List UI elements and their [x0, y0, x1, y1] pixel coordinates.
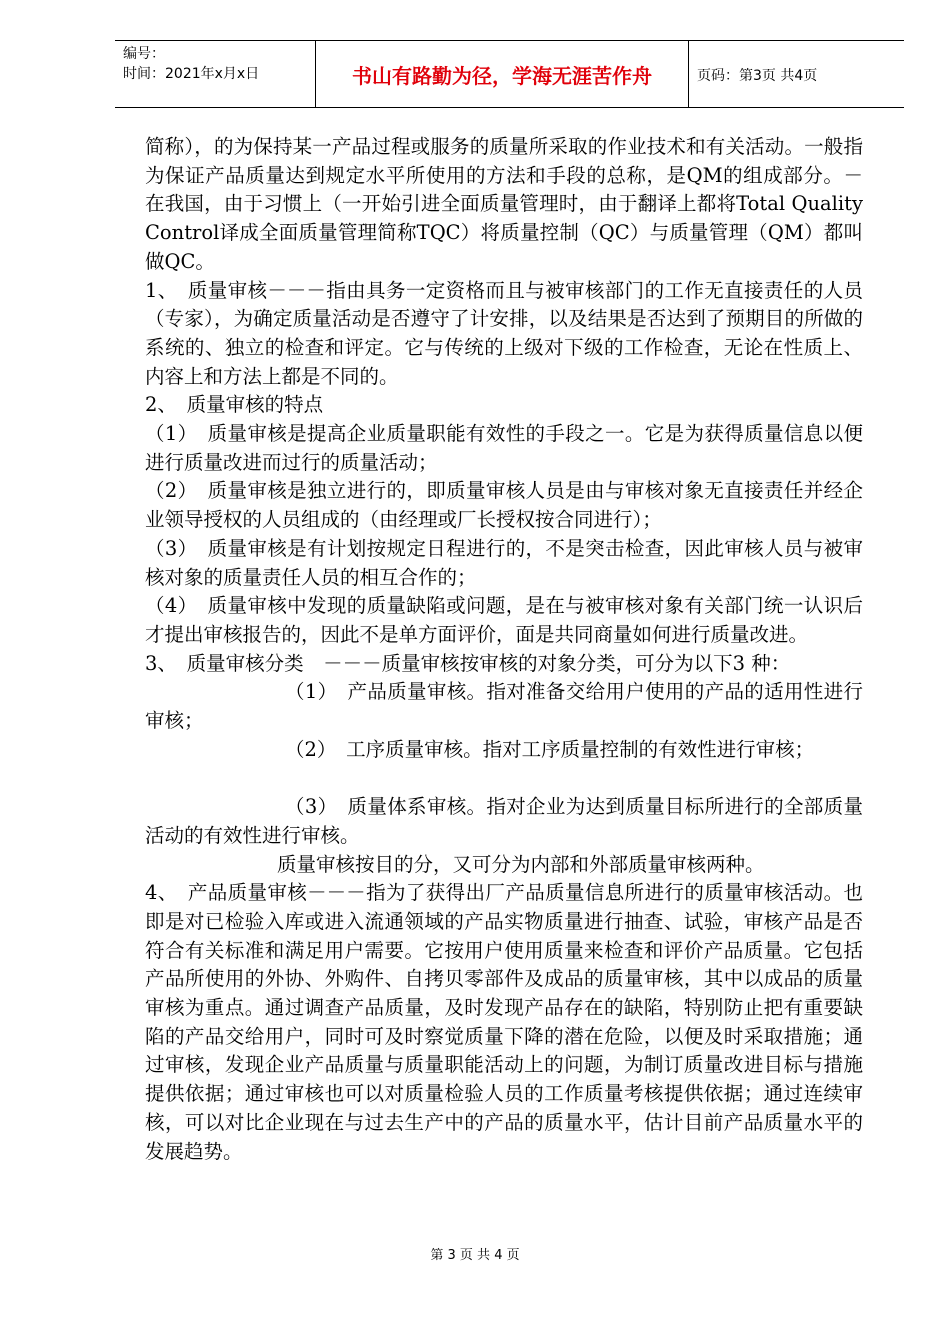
list-item: （1） 产品质量审核。指对准备交给用户使用的产品的适用性进行审核； [145, 680, 863, 733]
list-item: （3） 质量审核是有计划按规定日程进行的，不是突击检查，因此审核人员与被审核对象的质量责任人员的相互合作的； [145, 536, 863, 589]
header-meta [123, 44, 259, 84]
paragraph: 简称），的为保持某一产品过程或服务的质量所采取的作业技术和有关活动。一般指为保证产品质量达到规定水平所使用的方法和手段的总称，是QM的组成部分。－在我国，由于习惯上（一开始引进全面质量管理时，由于翻译上都将Total Quality Control译成全面质量管理简称TQC）将质量控制（QC）与质量管理（QM）都叫做QC。 [145, 135, 863, 273]
section-heading: 2、 质量审核的特点 [145, 393, 324, 417]
paragraph: 3、 质量审核分类 －－－质量审核按审核的对象分类，可分为以下3 种： [145, 651, 791, 675]
list-item: （4） 质量审核中发现的质量缺陷或问题，是在与被审核对象有关部门统一认识后才提出审核报告的，因此不是单方面评价，面是共同商量如何进行质量改进。 [145, 594, 863, 646]
paragraph: 4、 产品质量审核－－－指为了获得出厂产品质量信息所进行的质量审核活动。也即是对已检验入库或进入流通领域的产品实物质量进行抽查、试验，审核产品是否符合有关标准和满足用户需要。它按用户使用质量来检查和评价产品质量。它包括产品所使用的外协、外购件、自拷贝零部件及成品的质量审核，其中以成品的质量审核为重点。通过调查产品质量，及时发现产品存在的缺陷，特别防止把有重要缺陷的产品交给用户，同时可及时察觉质量下降的潜在危险，以便及时采取措施；通过审核，发现企业产品质量与质量职能活动上的问题，为制订质量改进目标与措施提供依据；通过审核也可以对质量检验人员的工作质量考核提供依据；通过连续审核，可以对比企业现在与过去生产中的产品的质量水平，估计目前产品质量水平的发展趋势。 [145, 881, 863, 1163]
header-divider [688, 41, 689, 107]
page-header [115, 40, 904, 108]
list-item: （3） 质量体系审核。指对企业为达到质量目标所进行的全部质量活动的有效性进行审核。 [145, 795, 863, 847]
paragraph: 1、 质量审核－－－指由具务一定资格而且与被审核部门的工作无直接责任的人员（专家），为确定质量活动是否遵守了计安排，以及结果是否达到了预期目的所做的系统的、独立的检查和评定。它与传统的上级对下级的工作检查，无论在性质上、内容上和方法上都是不同的。 [145, 278, 863, 388]
header-motto: 书山有路勤为径，学海无涯苦作舟 [352, 63, 652, 88]
number-label: 编号： [123, 46, 165, 62]
list-item: （2） 质量审核是独立进行的，即质量审核人员是由与审核对象无直接责任并经企业领导授权的人员组成的（由经理或厂长授权按合同进行）； [145, 479, 863, 532]
document-body [145, 133, 863, 1166]
paragraph: 质量审核按目的分，又可分为内部和外部质量审核两种。 [277, 852, 765, 876]
time-label: 时间：2021年x月x日 [123, 66, 260, 82]
list-item: （2） 工序质量审核。指对工序质量控制的有效性进行审核； [285, 737, 815, 761]
header-page-label: 页码：第3页 共4页 [697, 68, 818, 84]
list-item: （1） 质量审核是提高企业质量职能有效性的手段之一。它是为获得质量信息以便进行质量改进而过行的质量活动； [145, 422, 863, 474]
page-footer: 第 3 页 共 4 页 [430, 1248, 520, 1263]
blank-line [145, 764, 863, 793]
